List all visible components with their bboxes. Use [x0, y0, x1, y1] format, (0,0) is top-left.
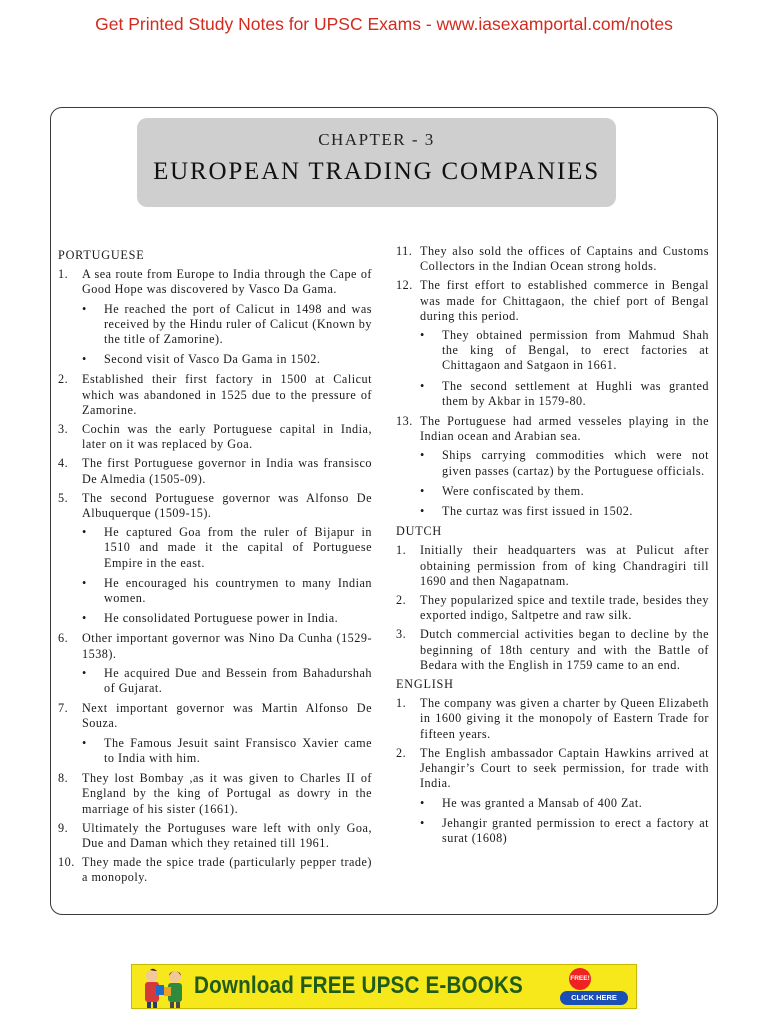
bullet-item	[82, 302, 372, 348]
promo-header-link[interactable]: Get Printed Study Notes for UPSC Exams - www.iasexamportal.com/notes	[95, 14, 673, 34]
list-item-text: A sea route from Europe to India through the Cape of Good Hope was discovered by Vasco Da Gama.	[82, 267, 372, 297]
list-item-text: They also sold the offices of Captains and Customs Collectors in the Indian Ocean strong holds.	[420, 244, 709, 274]
list-item-text: The company was given a charter by Queen Elizabeth in 1600 giving it the monopoly of Eastern Trade for fifteen years.	[420, 696, 709, 741]
bullet-item	[420, 448, 709, 478]
list-item-text: They popularized spice and textile trade, besides they exported indigo, Saltpetre and raw silk.	[420, 593, 709, 623]
list-item-text: They lost Bombay ,as it was given to Charles II of England by the king of Portugal as dowry in the marriage of his sister (1661).	[82, 771, 372, 816]
list-item-number: 7.	[58, 701, 69, 716]
bullet-item	[82, 611, 372, 626]
list-item-number: 1.	[396, 543, 407, 558]
bullet-item	[420, 328, 709, 374]
portuguese-list	[58, 267, 372, 885]
bullet-item	[420, 796, 709, 811]
chapter-label: CHAPTER - 3	[318, 130, 435, 149]
list-item	[396, 593, 709, 623]
bullet-item	[420, 484, 709, 499]
list-item-text: Dutch commercial activities began to decline by the beginning of 18th century and with the Battle of Bedara with the English in 1759 came to an end.	[420, 627, 709, 672]
list-item	[396, 746, 709, 792]
list-item-text: The first effort to established commerce in Bengal was made for Chittagaon, the chief port of Bengal during this period.	[420, 278, 709, 323]
list-item-text: The English ambassador Captain Hawkins arrived at Jehangir’s Court to seek permission, for trade with India.	[420, 745, 709, 791]
bullet-icon: •	[82, 735, 87, 750]
bullet-text: They obtained permission from Mahmud Shah the king of Bengal, to erect factories at Chittagaon and Satgaon in 1661.	[442, 328, 709, 373]
list-item	[58, 372, 372, 418]
bullet-text: He acquired Due and Bessein from Bahadurshah of Gujarat.	[104, 665, 372, 696]
list-item-number: 4.	[58, 456, 69, 471]
bullet-text: He encouraged his countrymen to many Indian women.	[104, 575, 372, 606]
list-item-text: Ultimately the Portuguses ware left with only Goa, Due and Daman which they retained till 1961.	[82, 820, 372, 850]
bullet-icon: •	[420, 448, 425, 463]
bullet-item	[420, 379, 709, 409]
list-item	[58, 267, 372, 297]
list-item-number: 6.	[58, 631, 69, 646]
list-item	[396, 414, 709, 444]
portuguese-list-continued	[396, 244, 709, 519]
students-illustration-icon	[138, 967, 192, 1008]
list-item-number: 3.	[58, 422, 69, 437]
list-item	[58, 491, 372, 521]
list-item-number: 5.	[58, 490, 69, 505]
free-badge-icon: FREE!	[569, 968, 591, 990]
english-list	[396, 696, 709, 846]
list-item	[58, 701, 372, 731]
list-item-text: The second Portuguese governor was Alfonso De Albuquerque (1509-15).	[82, 490, 372, 521]
list-item	[58, 631, 372, 661]
bullet-item	[420, 504, 709, 519]
list-item-number: 2.	[396, 593, 407, 608]
bullet-item	[82, 666, 372, 696]
bullet-icon: •	[420, 378, 425, 393]
chapter-heading-box	[137, 118, 616, 207]
list-item-number: 10.	[58, 855, 75, 870]
bullet-icon: •	[82, 575, 87, 590]
bullet-icon: •	[82, 301, 87, 316]
bullet-icon: •	[82, 611, 87, 626]
list-item-text: The first Portuguese governor in India was fransisco De Almedia (1505-09).	[82, 456, 372, 486]
section-heading-portuguese: PORTUGUESE	[58, 248, 145, 262]
bullet-icon: •	[420, 795, 425, 810]
list-item-text: Cochin was the early Portuguese capital in India, later on it was replaced by Goa.	[82, 422, 372, 452]
list-item-text: They made the spice trade (particularly pepper trade) a monopoly.	[82, 855, 372, 885]
list-item-number: 2.	[396, 745, 407, 760]
bullet-icon: •	[420, 483, 425, 498]
bullet-icon: •	[420, 504, 425, 519]
list-item-number: 2.	[58, 372, 69, 387]
section-heading-dutch: DUTCH	[396, 524, 442, 539]
list-item	[58, 771, 372, 817]
list-item-text: Next important governor was Martin Alfonso De Souza.	[82, 701, 372, 731]
list-item-number: 11.	[396, 244, 413, 258]
list-item-number: 1.	[58, 267, 69, 282]
bullet-item	[82, 736, 372, 766]
list-item	[396, 696, 709, 742]
right-column	[396, 244, 709, 851]
list-item-number: 13.	[396, 414, 413, 429]
list-item-number: 9.	[58, 820, 69, 835]
bullet-text: The second settlement at Hughli was granted them by Akbar in 1579-80.	[442, 378, 709, 408]
download-ebooks-banner[interactable]	[131, 964, 637, 1009]
bullet-icon: •	[420, 815, 425, 830]
list-item-text: Established their first factory in 1500 at Calicut which was abandoned in 1525 due to the pressure of Zamorine.	[82, 372, 372, 417]
list-item	[396, 278, 709, 324]
chapter-title: EUROPEAN TRADING COMPANIES	[153, 158, 600, 185]
list-item-text: The Portuguese had armed vesseles playing in the Indian ocean and Arabian sea.	[420, 414, 709, 444]
bullet-icon: •	[82, 665, 87, 680]
bullet-text: Were confiscated by them.	[442, 483, 585, 498]
list-item	[58, 422, 372, 452]
list-item-text: Initially their headquarters was at Pulicut after obtaining permission from of king Chandragiri till 1690 and then Nagapatnam.	[420, 543, 709, 588]
bullet-item	[82, 525, 372, 571]
bullet-item	[82, 576, 372, 606]
list-item	[58, 821, 372, 851]
list-item-text: Other important governor was Nino Da Cunha (1529-1538).	[82, 631, 372, 661]
list-item	[58, 855, 372, 885]
bullet-text: He captured Goa from the ruler of Bijapur in 1510 and made it the capital of Portuguese Empire in the east.	[104, 525, 372, 570]
bullet-icon: •	[82, 525, 87, 540]
list-item-number: 1.	[396, 696, 407, 711]
list-item	[396, 244, 709, 274]
list-item	[396, 627, 709, 673]
bullet-icon: •	[420, 328, 425, 343]
bullet-text: He consolidated Portuguese power in India.	[104, 611, 339, 626]
banner-text: Download FREE UPSC E-BOOKS	[194, 972, 524, 999]
left-column	[58, 248, 372, 890]
bullet-item	[82, 352, 372, 367]
list-item-number: 3.	[396, 627, 407, 642]
bullet-text: Jehangir granted permission to erect a factory at surat (1608)	[442, 815, 709, 845]
bullet-text: He reached the port of Calicut in 1498 and was received by the Hindu ruler of Calicut (Known by the title of Zamorine).	[104, 301, 372, 347]
bullet-text: The Famous Jesuit saint Fransisco Xavier came to India with him.	[104, 735, 372, 765]
section-heading-english: ENGLISH	[396, 677, 454, 692]
bullet-text: He was granted a Mansab of 400 Zat.	[442, 795, 643, 810]
bullet-item	[420, 816, 709, 846]
list-item-number: 8.	[58, 771, 69, 786]
click-here-button[interactable]: CLICK HERE	[560, 991, 628, 1005]
list-item	[396, 543, 709, 589]
bullet-text: The curtaz was first issued in 1502.	[442, 504, 633, 519]
dutch-list	[396, 543, 709, 673]
bullet-text: Ships carrying commodities which were not given passes (cartaz) by the Portuguese officials.	[442, 448, 709, 478]
bullet-text: Second visit of Vasco Da Gama in 1502.	[104, 352, 321, 367]
list-item-number: 12.	[396, 278, 413, 293]
bullet-icon: •	[82, 352, 87, 367]
list-item	[58, 456, 372, 486]
